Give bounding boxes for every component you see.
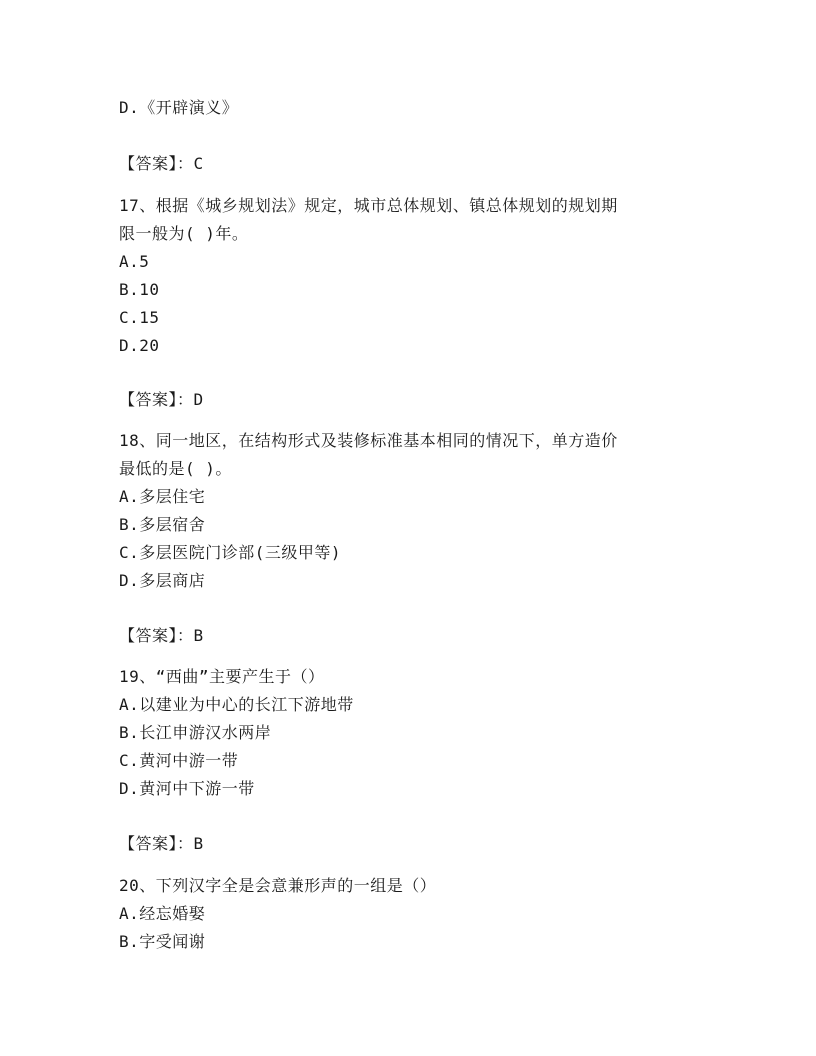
q18-option-c: C.多层医院门诊部(三级甲等) [119, 543, 342, 562]
q17-option-c: C.15 [119, 308, 160, 327]
q19-option-b: B.长江申游汉水两岸 [119, 723, 272, 742]
q18-answer: 【答案】：B [119, 626, 204, 645]
q19-option-c: C.黄河中游一带 [119, 751, 239, 770]
q17-option-a: A.5 [119, 252, 150, 271]
q17-stem-line1: 17、根据《城乡规划法》规定，城市总体规划、镇总体规划的规划期 [119, 196, 618, 215]
q20-option-a: A.经忘婚娶 [119, 904, 206, 923]
prev-answer: 【答案】：C [119, 154, 204, 173]
q18-stem-line2: 最低的是( )。 [119, 459, 232, 478]
q17-option-b: B.10 [119, 280, 160, 299]
q19-option-d: D.黄河中下游一带 [119, 779, 255, 798]
q20-stem: 20、下列汉字全是会意兼形声的一组是（） [119, 876, 437, 895]
q18-option-d: D.多层商店 [119, 571, 206, 590]
q19-stem: 19、“西曲”主要产生于（） [119, 667, 325, 686]
q18-option-b: B.多层宿舍 [119, 515, 206, 534]
q17-stem-line2: 限一般为( )年。 [119, 224, 249, 243]
q17-option-d: D.20 [119, 336, 160, 355]
q18-stem-line1: 18、同一地区，在结构形式及装修标准基本相同的情况下，单方造价 [119, 431, 618, 450]
q20-option-b: B.字受闻谢 [119, 932, 206, 951]
prev-option-d: D.《开辟演义》 [119, 98, 239, 117]
q19-answer: 【答案】：B [119, 834, 204, 853]
q18-option-a: A.多层住宅 [119, 487, 206, 506]
q19-option-a: A.以建业为中心的长江下游地带 [119, 695, 354, 714]
q17-answer: 【答案】：D [119, 390, 204, 409]
